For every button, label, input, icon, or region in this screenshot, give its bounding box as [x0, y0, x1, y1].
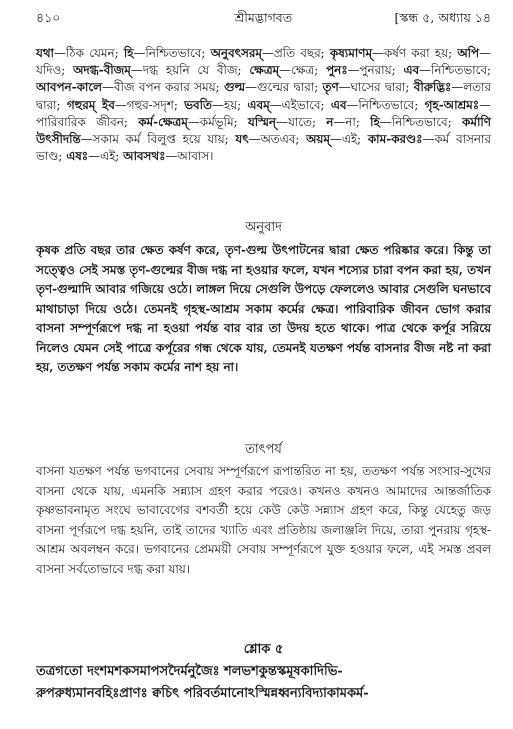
synonym-entry: ক্ষেত্রম্—ক্ষেত্র: [249, 63, 315, 78]
page-number: ৪১০: [36, 10, 61, 25]
chapter-reference: [স্কন্ধ ৫, অধ্যায় ১৪: [394, 10, 491, 25]
sanskrit-word: কৃষ্যমাণম্: [329, 46, 373, 60]
word-meaning: হয়: [223, 97, 238, 112]
word-meaning: নিশ্চিতভাবে: [391, 114, 448, 129]
sanskrit-word: অদগ্ধ-বীজম্: [73, 63, 131, 78]
synonym-entry: এব—নিশ্চিতভাবে: [330, 97, 415, 112]
synonym-entry: যৎ—অতএব: [235, 132, 296, 147]
word-meaning: দগ্ধ হয়নি যে বীজ: [142, 63, 238, 78]
word-meaning: পারিবারিক জীবন: [36, 114, 124, 129]
synonym-entry: অপি—যদিও: [36, 46, 491, 78]
synonym-entry: এষঃ—এই: [66, 149, 116, 164]
translation-heading: অনুবাদ: [245, 220, 282, 235]
sanskrit-word: তৃণ: [322, 80, 339, 95]
synonym-entry: হি—নিশ্চিতভাবে: [370, 114, 448, 129]
synonym-entry: হি—নিশ্চিতভাবে: [123, 46, 202, 60]
sanskrit-word: যথা: [36, 46, 54, 60]
word-meaning: বীজ বপন করার সময়: [113, 80, 216, 95]
synonym-entry: অদগ্ধ-বীজম্—দগ্ধ হয়নি যে বীজ: [73, 63, 238, 78]
synonym-entry: আবপন-কালে—বীজ বপন করার সময়: [36, 80, 216, 95]
synonym-entry: ন—না: [326, 114, 356, 129]
sanskrit-word: ক্ষেত্রম্: [249, 63, 280, 78]
sanskrit-word: আবসথঃ: [123, 149, 166, 164]
word-meaning: লতার দ্বারা: [36, 80, 492, 112]
sanskrit-word: পুনঃ: [326, 63, 348, 78]
word-meaning: কর্ম বাসনার ভাণ্ড: [36, 132, 491, 164]
word-meaning: এইভাবে: [281, 97, 321, 112]
word-for-word-synonyms: যথা—ঠিক যেমন; হি—নিশ্চিতভাবে; অনুবৎসরম্—প্রতি বছর; কৃষ্যমাণম্—কর্ষণ করা হয়; অপি—যদিও; অদগ্ধ-বীজম্—দগ্ধ হয়নি যে বীজ; ক্ষেত্রম্—ক্ষেত্র; পুনঃ—পুনরায়; এব—নিশ্চিতভাবে; আবপন-কালে—বীজ বপন করার সময়; গুল্ম—গুল্মের দ্বারা; তৃণ—ঘাসের দ্বারা; বীরুদ্ভিঃ—লতার দ্বারা; গহুরম্ ইব—গহুর-সদৃশ; ভবতি—হয়; এবম্—এইভাবে; এব—নিশ্চিতভাবে; গৃহ-আশ্রমঃ—পারিবারিক জীবন; কর্ম-ক্ষেত্রম্—কর্মভূমি; যস্মিন্—যাতে; ন—না; হি—নিশ্চিতভাবে; কর্মাণি উৎসীদন্তি—সকাম কর্ম বিলুপ্ত হয়ে যায়; যৎ—অতএব; অয়ম্—এই; কাম-করণ্ডঃ—কর্ম বাসনার ভাণ্ড; এষঃ—এই; আবসথঃ—আবাস।: [36, 46, 492, 164]
sanskrit-word: অনুবৎসরম্: [210, 46, 262, 60]
synonym-entry: অনুবৎসরম্—প্রতি বছর: [210, 46, 321, 60]
synonym-entry: আবসথঃ—আবাস।: [123, 149, 214, 164]
synonym-entry: যস্মিন্—যাতে: [247, 114, 312, 129]
sanskrit-word: কর্মাণি উৎসীদন্তি: [36, 114, 491, 147]
verse-line: রুপরুধ্যমানবহিঃপ্রাণঃ ক্বচিৎ পরিবর্তমানোঽস্মিন্নধ্বন্যবিদ্যাকামকর্ম-: [36, 686, 369, 701]
synonym-entry: বীরুদ্ভিঃ—লতার দ্বারা: [36, 80, 492, 112]
sanskrit-word: কর্ম-ক্ষেত্রম্: [138, 114, 188, 129]
sanskrit-word: গুল্ম: [223, 80, 246, 95]
word-meaning: সকাম কর্ম বিলুপ্ত হয়ে যায়: [92, 132, 225, 147]
sanskrit-word: যৎ: [235, 132, 249, 147]
purport-heading: তাৎপর্য: [245, 442, 282, 457]
synonym-entry: এব—নিশ্চিতভাবে: [403, 63, 487, 78]
synonym-entry: পুনঃ—পুনরায়: [326, 63, 392, 78]
word-meaning: ক্ষেত্র: [291, 63, 315, 78]
sanskrit-word: ন: [326, 114, 334, 129]
word-meaning: যাতে: [287, 114, 312, 129]
word-meaning: এই: [341, 132, 358, 147]
word-meaning: কর্ষণ করা হয়: [383, 46, 449, 60]
word-meaning: অতএব: [260, 132, 296, 147]
word-meaning: নিশ্চিতভাবে: [145, 46, 202, 60]
word-meaning: ঘাসের দ্বারা: [350, 80, 406, 95]
book-title: শ্রীমদ্ভাগবত: [234, 10, 293, 25]
synonym-entry: তৃণ—ঘাসের দ্বারা: [322, 80, 406, 95]
word-meaning: ঠিক যেমন: [65, 46, 115, 60]
translation-text: কৃষক প্রতি বছর তার ক্ষেত কর্ষণ করে, তৃণ-গুল্ম উৎপাটনের দ্বারা ক্ষেত পরিষ্কার করে। কিন্তু তা সত্ত্বেও সেই সমস্ত তৃণ-গুল্মের বীজ দগ্ধ না হওয়ার ফলে, যখন শস্যের চারা বপন করা হয়, তখন তৃণ-গুল্মাদি আবার গজিয়ে ওঠে। লাঙ্গল দিয়ে সেগুলি উপড়ে ফেললেও আবার সেগুলি ঘনভাবে মাথাচাড়া দিয়ে ওঠে। তেমনই গৃহস্থ-আশ্রম সকাম কর্মের ক্ষেত্র। পারিবারিক জীবন ভোগ করার বাসনা সম্পূর্ণরূপে দগ্ধ না হওয়া পর্যন্ত বার বার তা উদয় হতে থাকে। পাত্র থেকে কর্পূর সরিয়ে নিলেও যেমন সেই পাত্রে কর্পূরের গন্ধ থেকে যায়, তেমনই যতক্ষণ পর্যন্ত বাসনার বীজ নষ্ট না করা হয়, ততক্ষণ পর্যন্ত সকাম কর্মের নাশ হয় না।: [36, 243, 491, 374]
word-meaning: এই: [100, 149, 116, 164]
word-meaning: প্রতি বছর: [273, 46, 321, 60]
synonym-entry: ভবতি—হয়: [184, 97, 238, 112]
sanskrit-word: হি: [370, 114, 380, 129]
sanskrit-word: ভবতি: [184, 97, 212, 112]
verse-line: তত্রগতো দংশমশকসমাপসদৈর্মনুজৈঃ শলভশকুন্তস্কমূষকাদিভি-: [36, 664, 343, 679]
synonym-entry: কর্মাণি উৎসীদন্তি—সকাম কর্ম বিলুপ্ত হয়ে যায়: [36, 114, 491, 147]
sanskrit-word: কাম-করণ্ডঃ: [367, 132, 423, 147]
synonym-entry: কৃষ্যমাণম্—কর্ষণ করা হয়: [329, 46, 449, 60]
purport-text: বাসনা যতক্ষণ পর্যন্ত ভগবানের সেবায় সম্পূর্ণরূপে রূপান্তরিত না হয়, ততক্ষণ পর্যন্ত সংসার-সুখের বাসনা থেকে যায়, এমনকি সন্ন্যাস গ্রহণ করার পরেও। কখনও কখনও আমাদের আন্তর্জাতিক কৃষ্ণভাবনামৃত সংঘে ভাবাবেগের বশবর্তী হয়ে কেউ কেউ সন্ন্যাস গ্রহণ করে, কিন্তু যেহেতু জড় বাসনা পূর্ণরূপে দগ্ধ হয়নি, তাই তাদের খ্যাতি এবং প্রতিষ্ঠায় জলাঞ্জলি দিয়ে, তারা পুনরায় গৃহস্থ-আশ্রম অবলম্বন করে। ভগবানের প্রেমময়ী সেবায় সম্পূর্ণরূপে যুক্ত হওয়ার ফলে, এই সমস্ত প্রবল বাসনা সর্বতোভাবে দগ্ধ করা যায়।: [36, 464, 491, 576]
word-meaning: নিশ্চিতভাবে: [358, 97, 415, 112]
sanskrit-word: আবপন-কালে: [36, 80, 102, 95]
word-meaning: কর্মভূমি: [199, 114, 234, 129]
sanskrit-word: হি: [123, 46, 134, 60]
sanskrit-word: অয়ম্: [306, 132, 330, 147]
word-meaning: গহুর-সদৃশ: [126, 97, 174, 112]
synonym-entry: যথা—ঠিক যেমন: [36, 46, 115, 60]
word-meaning: নিশ্চিতভাবে: [431, 63, 487, 78]
sanskrit-word: বীরুদ্ভিঃ: [413, 80, 452, 95]
sanskrit-word: এব: [403, 63, 420, 78]
word-meaning: গুল্মের দ্বারা: [256, 80, 315, 95]
word-meaning: পুনরায়: [359, 63, 392, 78]
synonym-entry: অয়ম্—এই: [306, 132, 358, 147]
synonym-entry: গৃহ-আশ্রমঃ—পারিবারিক জীবন: [36, 97, 491, 129]
sanskrit-word: এষঃ: [66, 149, 89, 164]
sanskrit-word: এবম্: [247, 97, 270, 112]
word-meaning: আবাস।: [177, 149, 214, 164]
sanskrit-word: গহুরম্ ইব: [66, 97, 115, 112]
verse-heading: শ্লোক ৫: [243, 642, 284, 657]
word-meaning: যদিও: [36, 63, 62, 78]
sanskrit-word: যস্মিন্: [247, 114, 277, 129]
page-header: [36, 10, 491, 30]
synonym-entry: গহুরম্ ইব—গহুর-সদৃশ: [66, 97, 174, 112]
sanskrit-word: অপি: [457, 46, 480, 60]
verse-text: [36, 661, 491, 705]
synonym-entry: কাম-করণ্ডঃ—কর্ম বাসনার ভাণ্ড: [36, 132, 491, 164]
word-meaning: না: [345, 114, 356, 129]
synonym-entry: কর্ম-ক্ষেত্রম্—কর্মভূমি: [138, 114, 234, 129]
synonym-entry: গুল্ম—গুল্মের দ্বারা: [223, 80, 315, 95]
synonym-entry: এবম্—এইভাবে: [247, 97, 321, 112]
sanskrit-word: গৃহ-আশ্রমঃ: [424, 97, 480, 112]
sanskrit-word: এব: [330, 97, 347, 112]
